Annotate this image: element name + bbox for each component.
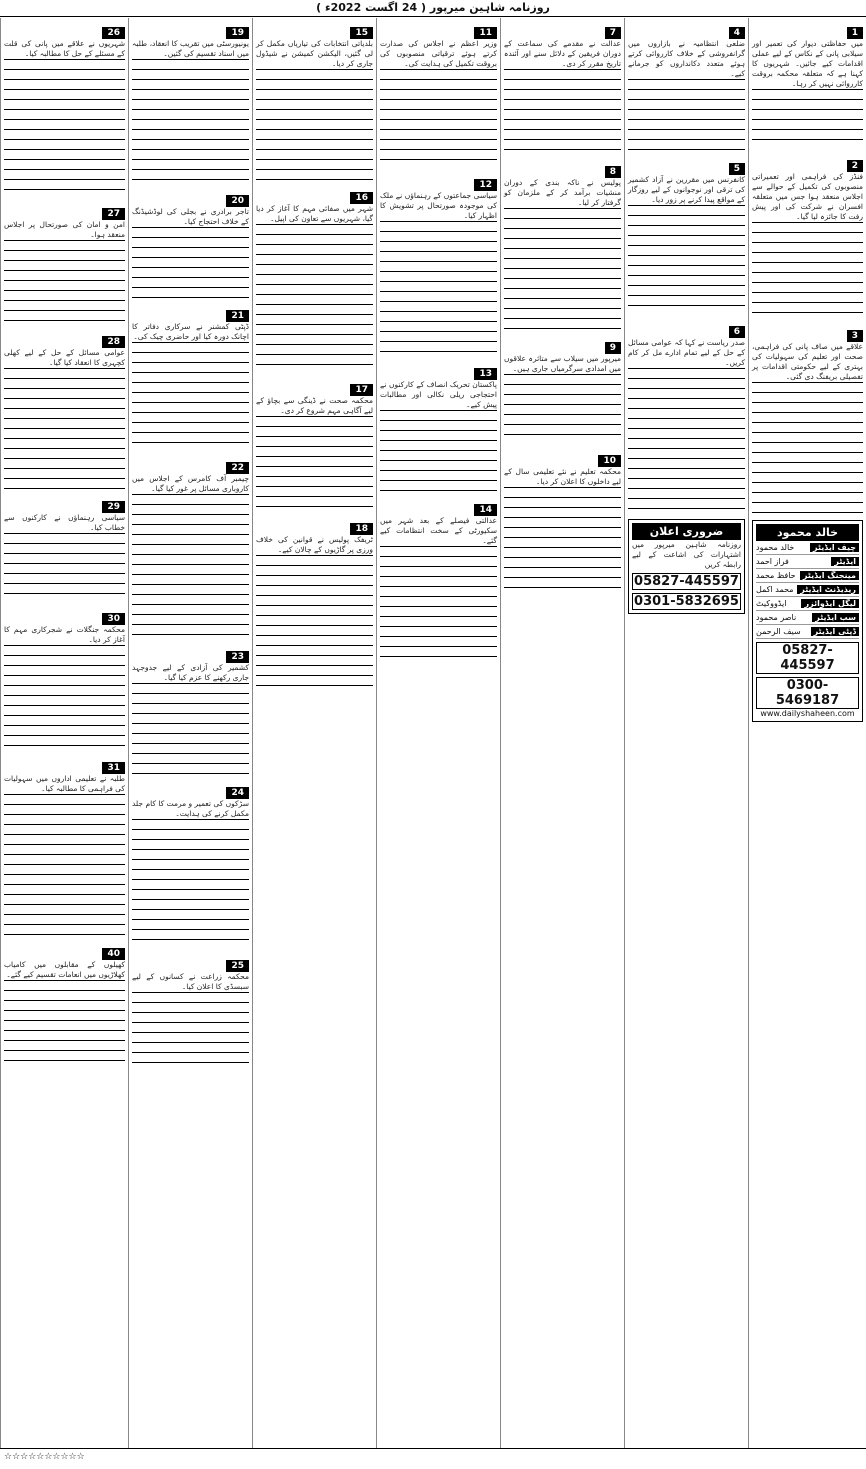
staff-name: ایڈووکیٹ bbox=[756, 599, 787, 608]
news-item bbox=[4, 606, 125, 751]
news-item bbox=[504, 159, 621, 331]
staff-name: خالد محمود bbox=[756, 543, 795, 552]
news-item bbox=[504, 20, 621, 155]
text-lines bbox=[4, 59, 125, 197]
text-lines bbox=[752, 382, 863, 516]
news-item bbox=[132, 455, 249, 640]
text-lines bbox=[628, 368, 745, 515]
staff-name: ناصر محمود bbox=[756, 613, 797, 622]
news-text: علاقے میں صاف پانی کی فراہمی، صحت اور تعلیم کی سہولیات کی بہتری کے لیے حکومتی اقدامات پر تفصیلی بریفنگ دی گئی۔ bbox=[752, 342, 863, 381]
news-text: سیاسی جماعتوں کے رہنماؤں نے ملک کی موجودہ صورتحال پر تشویش کا اظہار کیا۔ bbox=[380, 191, 497, 220]
news-number-badge: 11 bbox=[474, 27, 497, 39]
masthead-website[interactable]: www.dailyshaheen.com bbox=[760, 709, 855, 718]
news-text: کھیلوں کے مقابلوں میں کامیاب کھلاڑیوں میں انعامات تقسیم کیے گئے۔ bbox=[4, 960, 125, 979]
news-text: سیاسی رہنماؤں نے کارکنوں سے خطاب کیا۔ bbox=[4, 513, 125, 532]
news-number-badge: 28 bbox=[102, 336, 125, 348]
staff-row bbox=[756, 569, 859, 583]
news-number-badge: 13 bbox=[474, 368, 497, 380]
notice-text: روزنامہ شاہین میرپور میں اشتہارات کی اشاعت کے لیے رابطہ کریں bbox=[632, 540, 741, 569]
news-text: ضلعی انتظامیہ نے بازاروں میں گرانفروشی کے خلاف کارروائی کرتے ہوئے متعدد دکانداروں کو جرمانے کیے۔ bbox=[628, 39, 745, 78]
news-number-badge: 17 bbox=[350, 384, 373, 396]
news-item bbox=[752, 323, 863, 516]
header-title: روزنامہ شاہین میرپور ( 24 اگست 2022ء ) bbox=[316, 1, 550, 14]
news-item bbox=[132, 953, 249, 1069]
news-number-badge: 22 bbox=[226, 462, 249, 474]
column-5 bbox=[252, 18, 376, 1448]
text-lines bbox=[628, 79, 745, 152]
news-number-badge: 6 bbox=[729, 326, 745, 338]
news-item bbox=[256, 377, 373, 512]
news-text: محکمہ صحت نے ڈینگی سے بچاؤ کے لیے آگاہی مہم شروع کر دی۔ bbox=[256, 396, 373, 415]
news-text: عوامی مسائل کے حل کے لیے کھلی کچہری کا انعقاد کیا گیا۔ bbox=[4, 348, 125, 367]
news-number-badge: 25 bbox=[226, 960, 249, 972]
notice-ad bbox=[628, 519, 745, 614]
text-lines bbox=[4, 645, 125, 751]
news-number-badge: 12 bbox=[474, 179, 497, 191]
news-number-badge: 30 bbox=[102, 613, 125, 625]
news-item bbox=[752, 20, 863, 149]
news-number-badge: 10 bbox=[598, 455, 621, 467]
news-text: امن و امان کی صورتحال پر اجلاس منعقد ہوا۔ bbox=[4, 220, 125, 239]
text-lines bbox=[132, 992, 249, 1069]
column-4 bbox=[376, 18, 500, 1448]
news-item bbox=[4, 941, 125, 1070]
news-item bbox=[4, 494, 125, 602]
news-number-badge: 3 bbox=[847, 330, 863, 342]
text-lines bbox=[380, 221, 497, 357]
news-text: میرپور میں سیلاب سے متاثرہ علاقوں میں امدادی سرگرمیاں جاری ہیں۔ bbox=[504, 354, 621, 373]
news-item bbox=[380, 361, 497, 493]
text-lines bbox=[132, 227, 249, 299]
text-lines bbox=[504, 374, 621, 444]
text-lines bbox=[132, 59, 249, 184]
news-number-badge: 27 bbox=[102, 208, 125, 220]
news-number-badge: 40 bbox=[102, 948, 125, 960]
news-item bbox=[132, 20, 249, 184]
news-item bbox=[380, 497, 497, 666]
text-lines bbox=[132, 342, 249, 451]
column-2 bbox=[624, 18, 748, 1448]
news-text: تاجر برادری نے بجلی کی لوڈشیڈنگ کے خلاف احتجاج کیا۔ bbox=[132, 207, 249, 226]
text-lines bbox=[4, 533, 125, 602]
news-item bbox=[628, 319, 745, 515]
news-text: عدالت نے مقدمے کی سماعت کے دوران فریقین کے دلائل سنے اور آئندہ تاریخ مقرر کر دی۔ bbox=[504, 39, 621, 68]
news-number-badge: 21 bbox=[226, 310, 249, 322]
news-item bbox=[132, 644, 249, 776]
news-number-badge: 24 bbox=[226, 787, 249, 799]
news-text: پولیس نے ناکہ بندی کے دوران منشیات برآمد کر کے ملزمان کو گرفتار کر لیا۔ bbox=[504, 178, 621, 207]
column-1 bbox=[748, 18, 866, 1448]
news-item bbox=[4, 20, 125, 197]
text-lines bbox=[380, 69, 497, 168]
column-3 bbox=[500, 18, 624, 1448]
text-lines bbox=[4, 980, 125, 1070]
news-item bbox=[132, 303, 249, 451]
news-text: محکمہ زراعت نے کسانوں کے لیے سبسڈی کا اعلان کیا۔ bbox=[132, 972, 249, 991]
news-item bbox=[132, 188, 249, 299]
news-text: ڈپٹی کمشنر نے سرکاری دفاتر کا اچانک دورہ کیا اور حاضری چیک کی۔ bbox=[132, 322, 249, 341]
news-number-badge: 7 bbox=[605, 27, 621, 39]
news-text: شہر میں صفائی مہم کا آغاز کر دیا گیا، شہریوں سے تعاون کی اپیل۔ bbox=[256, 204, 373, 223]
news-number-badge: 26 bbox=[102, 27, 125, 39]
news-item bbox=[752, 153, 863, 319]
staff-role: لیگل ایڈوائزر bbox=[801, 599, 859, 608]
news-text: وزیر اعظم نے اجلاس کی صدارت کرتے ہوئے ترقیاتی منصوبوں کی بروقت تکمیل کی ہدایت کی۔ bbox=[380, 39, 497, 68]
column-7 bbox=[0, 18, 128, 1448]
news-text: سڑکوں کی تعمیر و مرمت کا کام جلد مکمل کرنے کی ہدایت۔ bbox=[132, 799, 249, 818]
text-lines bbox=[504, 69, 621, 155]
text-lines bbox=[380, 410, 497, 493]
text-lines bbox=[256, 224, 373, 373]
staff-name: فراز احمد bbox=[756, 557, 789, 566]
text-lines bbox=[4, 368, 125, 490]
news-item bbox=[504, 335, 621, 444]
news-text: محکمہ تعلیم نے نئے تعلیمی سال کے لیے داخلوں کا اعلان کر دیا۔ bbox=[504, 467, 621, 486]
notice-phone-1: 05827-445597 bbox=[632, 573, 741, 590]
news-number-badge: 15 bbox=[350, 27, 373, 39]
staff-role: چیف ایڈیٹر bbox=[810, 543, 859, 552]
news-item bbox=[380, 20, 497, 168]
staff-role: ایڈیٹر bbox=[831, 557, 859, 566]
text-lines bbox=[752, 222, 863, 319]
news-text: کشمیر کی آزادی کے لیے جدوجہد جاری رکھنے کا عزم کیا گیا۔ bbox=[132, 663, 249, 682]
text-lines bbox=[504, 487, 621, 594]
masthead-phone-1: 05827-445597 bbox=[756, 642, 859, 674]
staff-name: حافظ محمد bbox=[756, 571, 796, 580]
news-number-badge: 20 bbox=[226, 195, 249, 207]
text-lines bbox=[132, 494, 249, 640]
column-6 bbox=[128, 18, 252, 1448]
news-text: طلبہ نے تعلیمی اداروں میں سہولیات کی فراہمی کا مطالبہ کیا۔ bbox=[4, 774, 125, 793]
news-number-badge: 9 bbox=[605, 342, 621, 354]
news-item bbox=[4, 755, 125, 937]
news-number-badge: 31 bbox=[102, 762, 125, 774]
text-lines bbox=[256, 555, 373, 688]
news-item bbox=[504, 448, 621, 594]
masthead-box bbox=[752, 520, 863, 722]
notice-phone-2: 0301-5832695 bbox=[632, 593, 741, 610]
news-item bbox=[132, 780, 249, 949]
text-lines bbox=[752, 89, 863, 149]
news-text: صدر ریاست نے کہا کہ عوامی مسائل کے حل کے لیے تمام ادارے مل کر کام کریں۔ bbox=[628, 338, 745, 367]
text-lines bbox=[628, 205, 745, 315]
news-text: ٹریفک پولیس نے قوانین کی خلاف ورزی پر گاڑیوں کے چالان کیے۔ bbox=[256, 535, 373, 554]
staff-role: ریذیڈنٹ ایڈیٹر bbox=[797, 585, 859, 594]
news-number-badge: 8 bbox=[605, 166, 621, 178]
text-lines bbox=[256, 416, 373, 512]
news-text: چیمبر آف کامرس کے اجلاس میں کاروباری مسائل پر غور کیا گیا۔ bbox=[132, 474, 249, 493]
news-text: یونیورسٹی میں تقریب کا انعقاد، طلبہ میں اسناد تقسیم کی گئیں۔ bbox=[132, 39, 249, 58]
news-text: فنڈز کی فراہمی اور تعمیراتی منصوبوں کی تکمیل کے حوالے سے اجلاس منعقد ہوا جس میں متعلقہ افسران نے شرکت کی اور پیش رفت کا جائزہ لیا گیا۔ bbox=[752, 172, 863, 221]
news-number-badge: 29 bbox=[102, 501, 125, 513]
news-text: بلدیاتی انتخابات کی تیاریاں مکمل کر لی گئیں، الیکشن کمیشن نے شیڈول جاری کر دیا۔ bbox=[256, 39, 373, 68]
news-number-badge: 2 bbox=[847, 160, 863, 172]
news-item bbox=[256, 516, 373, 688]
news-number-badge: 18 bbox=[350, 523, 373, 535]
news-text: محکمہ جنگلات نے شجرکاری مہم کا آغاز کر دیا۔ bbox=[4, 625, 125, 644]
text-lines bbox=[504, 208, 621, 331]
text-lines bbox=[380, 546, 497, 666]
staff-role: ڈپٹی ایڈیٹر bbox=[811, 627, 859, 636]
news-item bbox=[628, 20, 745, 152]
text-lines bbox=[4, 794, 125, 937]
staff-row bbox=[756, 555, 859, 569]
text-lines bbox=[256, 69, 373, 181]
news-text: کانفرنس میں مقررین نے آزاد کشمیر کی ترقی اور نوجوانوں کے لیے روزگار کے مواقع پیدا کرنے پر زور دیا۔ bbox=[628, 175, 745, 204]
page-footer bbox=[0, 1448, 866, 1469]
staff-role: سب ایڈیٹر bbox=[812, 613, 859, 622]
text-lines bbox=[132, 819, 249, 949]
news-number-badge: 23 bbox=[226, 651, 249, 663]
news-item bbox=[380, 172, 497, 357]
news-number-badge: 14 bbox=[474, 504, 497, 516]
staff-row bbox=[756, 611, 859, 625]
news-text: پاکستان تحریک انصاف کے کارکنوں نے احتجاجی ریلی نکالی اور مطالبات پیش کیے۔ bbox=[380, 380, 497, 409]
page-header bbox=[0, 0, 866, 17]
staff-row bbox=[756, 541, 859, 555]
staff-role: مینجنگ ایڈیٹر bbox=[800, 571, 859, 580]
news-item bbox=[4, 201, 125, 325]
news-number-badge: 19 bbox=[226, 27, 249, 39]
masthead-phone-2: 0300-5469187 bbox=[756, 677, 859, 709]
footer-stars: ☆☆☆☆☆☆☆☆☆☆ bbox=[4, 1452, 85, 1462]
news-number-badge: 16 bbox=[350, 192, 373, 204]
masthead-name: خالد محمود bbox=[756, 524, 859, 541]
staff-name: سیف الرحمن bbox=[756, 627, 801, 636]
news-item bbox=[4, 329, 125, 490]
notice-title: ضروری اعلان bbox=[632, 523, 741, 540]
news-number-badge: 5 bbox=[729, 163, 745, 175]
staff-name: محمد اکمل bbox=[756, 585, 794, 594]
news-text: شہریوں نے علاقے میں پانی کی قلت کے مسئلے کے حل کا مطالبہ کیا۔ bbox=[4, 39, 125, 58]
news-text: عدالتی فیصلے کے بعد شہر میں سکیورٹی کے سخت انتظامات کیے گئے۔ bbox=[380, 516, 497, 545]
news-item bbox=[256, 20, 373, 181]
news-item bbox=[628, 156, 745, 315]
text-lines bbox=[4, 240, 125, 325]
news-item bbox=[256, 185, 373, 373]
staff-row bbox=[756, 625, 859, 639]
news-text: میں حفاظتی دیوار کی تعمیر اور سیلابی پانی کے نکاس کے لیے عملی اقدامات کیے جائیں۔ شہریوں کا کہنا ہے کہ متعلقہ محکمہ بروقت کارروائی نہیں کر رہا۔ bbox=[752, 39, 863, 88]
text-lines bbox=[132, 683, 249, 776]
staff-row bbox=[756, 583, 859, 597]
staff-row bbox=[756, 597, 859, 611]
news-number-badge: 4 bbox=[729, 27, 745, 39]
news-number-badge: 1 bbox=[847, 27, 863, 39]
